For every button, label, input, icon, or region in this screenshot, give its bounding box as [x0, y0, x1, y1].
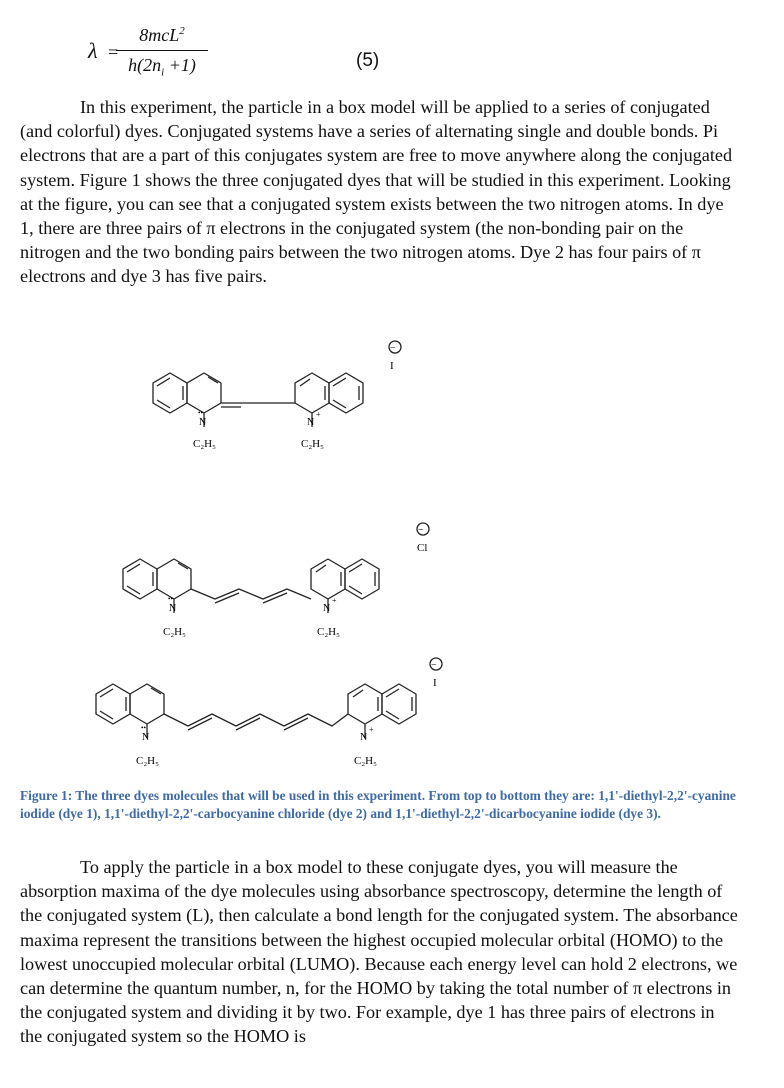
equation-denominator: $h(2n_i +1)$ — [128, 55, 196, 79]
equation-lhs: λ — [88, 38, 98, 63]
dye-2-ethyl-right: C₂H₅ — [317, 626, 340, 638]
dye-1-counter-charge: − — [390, 343, 396, 354]
equation-equals: = — [108, 42, 119, 62]
dye-2-structure — [115, 517, 455, 645]
dye-2-nitrogen-left: N — [169, 603, 177, 614]
dye-3-lone-pair: •• — [141, 724, 146, 732]
figure-1-caption: Figure 1: The three dyes molecules that will be used in this experiment. From top to bottom they are: 1,1'-diethyl-2,2'-cyanine iodide (dye 1), 1,1'-diethyl-2,2'-carbocyanine chloride (dye 2) and 1,1'-diethyl-2,2'-dicarbocyanine iodide (dye 3). — [20, 788, 736, 821]
equation-fraction — [116, 18, 208, 85]
dye-3-counter-charge: − — [431, 660, 437, 671]
dye-3-counter-ion: I — [433, 677, 437, 689]
dye-1-ethyl-right: C₂H₅ — [301, 438, 324, 450]
dye-2-lone-pair: •• — [168, 595, 173, 603]
dye-3-structure — [88, 652, 468, 777]
paragraph-method: To apply the particle in a box model to these conjugate dyes, you will measure the absorption maxima of the dye molecules using absorbance spectroscopy, determine the length of the conjugated system (L), then calculate a bond length for the conjugated system. The absorbance maxima represent the transitions between the highest occupied molecular orbital (HOMO) to the lowest unoccupied molecular orbital (LUMO). Because each energy level can hold 2 electrons, we can determine the quantum number, n, for the HOMO by taking the total number of π electrons in the conjugated system and dividing it by two. For example, dye 1 has three pairs of electrons in the conjugated system so the HOMO is — [20, 857, 738, 1047]
fraction-bar — [116, 50, 208, 51]
dye-3-positive-charge: + — [369, 725, 374, 734]
dye-3-ethyl-left: C₂H₅ — [136, 755, 159, 767]
paragraph-intro: In this experiment, the particle in a box model will be applied to a series of conjugated (and colorful) dyes. Conjugated systems have a series of alternating single and double bonds. Pi electrons that are a part of this conjugates system are free to move anywhere along the conjugated system. Figure 1 shows the three conjugated dyes that will be studied in this experiment. Looking at the figure, you can see that a conjugated system exists between the two nitrogen atoms. In dye 1, there are three pairs of π electrons in the conjugated system (the non-bonding pair on the nitrogen and the two bonding pairs between the two nitrogen atoms. Dye 2 has four pairs of π electrons and dye 3 has five pairs. — [20, 97, 733, 287]
dye-3-nitrogen-left: N — [142, 732, 150, 743]
equation-number: (5) — [356, 50, 380, 71]
dye-2-counter-ion: Cl — [417, 542, 428, 554]
dye-2-nitrogen-right: N — [323, 603, 331, 614]
dye-2-ethyl-left: C₂H₅ — [163, 626, 186, 638]
dye-1-nitrogen-left: N — [199, 417, 207, 428]
dye-1-positive-charge: + — [316, 410, 321, 419]
dye-1-counter-ion: I — [390, 360, 394, 372]
dye-1-ethyl-left: C₂H₅ — [193, 438, 216, 450]
dye-3-ethyl-right: C₂H₅ — [354, 755, 377, 767]
dye-1-structure — [145, 335, 425, 460]
dye-2-positive-charge: + — [332, 596, 337, 605]
dye-1-nitrogen-right: N — [307, 417, 315, 428]
dye-1-lone-pair: •• — [198, 409, 203, 417]
equation-numerator: 8mcL$^2$ — [139, 25, 185, 45]
dye-2-counter-charge: − — [418, 525, 424, 536]
dye-3-nitrogen-right: N — [360, 732, 368, 743]
